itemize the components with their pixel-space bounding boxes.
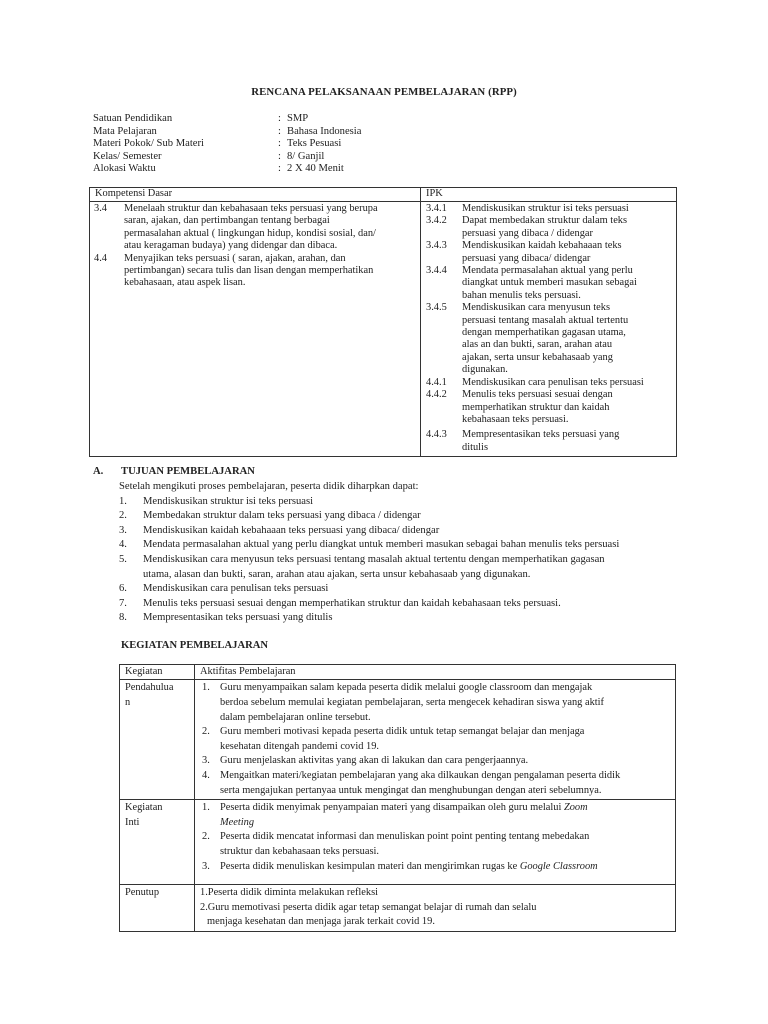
ipk-item: 3.4.5 Mendiskusikan cara menyusun teks persuasi tentang masalah aktual tertentu dengan memperhatikan gagasan utama, alas an dan bukti, saran, arahan atau ajakan, serta unsur kebahasaab yang digunakan. — [426, 302, 629, 376]
aktifitas-cell — [195, 885, 676, 932]
kd-ipk-table — [89, 187, 677, 457]
ipk-item: 3.4.4 Mendata permasalahan aktual yang perlu diangkat untuk memberi masukan sebagai bahan menulis teks persuasi. — [426, 265, 637, 301]
kegiatan-table — [119, 664, 676, 932]
activity-line: menjaga kesehatan dan menjaga jarak terkait covid 19. — [207, 916, 435, 928]
list-item: 3. Mendiskusikan kaidah kebahaaan teks persuasi yang dibaca/ didengar — [119, 524, 440, 536]
identity-value: Teks Pesuasi — [287, 138, 342, 149]
section-kegiatan-heading: KEGIATAN PEMBELAJARAN — [121, 640, 269, 651]
activity-item: 3. Peserta didik menuliskan kesimpulan materi dan mengirimkan rugas ke Google Classroom — [202, 860, 598, 872]
kegiatan-name: Pendahulua n — [120, 680, 195, 800]
identity-label: Mata Pelajaran — [93, 125, 157, 137]
section-tujuan — [93, 466, 693, 624]
ipk-item: 3.4.1 Mendiskusikan struktur isi teks persuasi — [426, 203, 629, 214]
aktifitas-cell — [195, 800, 676, 885]
activity-item: 2. Guru memberi motivasi kepada peserta didik untuk tetap semangat belajar dan menjaga kesehatan ditengah pandemi covid 19. — [202, 726, 585, 752]
identity-label: Alokasi Waktu — [93, 163, 156, 174]
ipk-item: 3.4.2 Dapat membedakan struktur dalam teks persuasi yang dibaca / didengar — [426, 215, 628, 239]
rpp-page: RENCANA PELAKSANAAN PEMBELAJARAN (RPP) Satuan Pendidikan : SMP Mata Pelajaran : Bahasa Indonesia Materi Pokok/ Sub Materi : Teks Pesuasi Kelas/ Semester : 8/ Ganjil Alokasi Waktu : 2 X 40 Menit Kompetensi Dasar IPK 3.4 Menelaah struktur dan kebahasaan teks persuasi yang berupa saran, ajakan, dan pertimbangan tentang berbagai permasalahan aktual ( lingkungan hidup, kondisi sosial, dan/ atau keragaman budaya) yang didengar dan dibaca. 4.4 Menyajikan teks persuasi ( saran, ajakan, arahan, dan pertimbangan) secara tulis dan lisan dengan memperhatikan kebahasaan, atau aspek lisan. 3.4.1 Mendiskusikan struktur isi teks persuasi 3.4.2 Dapat membedakan struktur dalam teks persuasi yang dibaca / didengar 3.4.3 Mendiskusikan kaidah kebahaaan teks persuasi yang dibaca/ didengar 3.4.4 Mendata permasalahan aktual yang perlu diangkat untuk memberi masukan sebagai bahan menulis teks persuasi. 3.4.5 Mendiskusikan cara menyusun teks persuasi tentang masalah aktual tertentu dengan memperhatikan gagasan utama, alas an dan bukti, saran, arahan atau ajakan, serta unsur kebahasaab yang digunakan. 4.4.1 Mendiskusikan cara penulisan teks persuasi 4.4.2 Menulis teks persuasi sesuai dengan memperhatikan struktur dan kaidah kebahasaan teks persuasi. 4.4.3 Mempresentasikan teks persuasi yang ditulis A. TUJUAN PEMBELAJARAN Setelah mengikuti proses pembelajaran, peserta didik diharpkan dapat: 1. Mendiskusikan struktur isi teks persuasi 2. Membedakan struktur dalam teks persuasi yang dibaca / didengar 3. Mendiskusikan kaidah kebahaaan teks persuasi yang dibaca/ didengar 4. Mendata permasalahan aktual yang perlu diangkat untuk memberi masukan sebagai bahan menulis teks persuasi 5. Mendiskusikan cara menyusun teks persuasi tentang masalah aktual tertentu dengan memperhatikan gagasan utama, alasan dan bukti, saran, arahan atau ajakan, serta unsur kebahasaab yang digunakan. 6. Mendiskusikan cara penulisan teks persuasi 7. Menulis teks persuasi sesuai dengan memperhatikan struktur dan kaidah kebahasaan teks persuasi. 8. Mempresentasikan teks persuasi yang ditulis KEGIATAN PEMBELAJARAN Kegiatan Aktifitas Pembelajaran Pendahulua n 1. Guru menyampaikan salam kepada peserta didik melalui google classroom dan mengajak berdoa sebelum memulai kegiatan pembelajaran, serta mengecek kehadiran siswa yang aktif dalam pembelajaran online tersebut. 2. Guru memberi motivasi kepada peserta didik untuk tetap semangat belajar dan menjaga kesehatan ditengah pandemi covid 19. 3. Guru menjelaskan aktivitas yang akan di lakukan dan cara pengerjaannya. 4. Mengaitkan materi/kegiatan pembelajaran yang aka dilkaukan dengan pengalaman peserta didik serta mengajukan pertanyaa untuk mengingat dan menghubungan dengan ateri sebelumnya. Kegiatan Inti 1. Peserta didik menyimak penyampaian materi yang disampaikan oleh guru melalui Zoom Meeting 2. Peserta didik mencatat informasi dan menuliskan point point penting tentang mebedakan struktur dan kebahasaan teks persuasi. 3. Peserta didik menuliskan kesimpulan materi dan mengirimkan rugas ke Google Classroom Penutup 1.Peserta didik diminta melakukan refleksi 2.Guru memotivasi peserta didik agar tetap semangat belajar di rumah dan selalu menjaga kesehatan dan menjaga jarak terkait covid 19. — [0, 0, 768, 1024]
identity-value: Bahasa Indonesia — [287, 125, 362, 137]
list-item: 6. Mendiskusikan cara penulisan teks persuasi — [119, 583, 329, 595]
kegiatan-name: Penutup — [120, 885, 195, 932]
kd-item: 3.4 Menelaah struktur dan kebahasaan teks persuasi yang berupa saran, ajakan, dan pertimbangan tentang berbagai permasalahan aktual ( lingkungan hidup, kondisi sosial, dan/ atau keragaman budaya) yang didengar dan dibaca. — [94, 203, 378, 252]
ipk-header: IPK — [421, 188, 677, 202]
ipk-item: 3.4.3 Mendiskusikan kaidah kebahaaan teks persuasi yang dibaca/ didengar — [426, 240, 622, 264]
identity-label: Kelas/ Semester — [93, 150, 162, 162]
kd-header: Kompetensi Dasar — [90, 188, 421, 202]
list-item: 8. Mempresentasikan teks persuasi yang ditulis — [119, 612, 333, 624]
kd-cell — [90, 202, 421, 457]
ipk-cell — [421, 202, 677, 457]
identity-value: 8/ Ganjil — [287, 150, 325, 162]
identity-label: Materi Pokok/ Sub Materi — [93, 138, 204, 149]
section-heading: A. TUJUAN PEMBELAJARAN — [93, 466, 255, 477]
kegiatan-name: Kegiatan Inti — [120, 800, 195, 885]
document-title: RENCANA PELAKSANAAN PEMBELAJARAN (RPP) — [251, 86, 517, 98]
ipk-item: 4.4.2 Menulis teks persuasi sesuai dengan memperhatikan struktur dan kaidah kebahasaan teks persuasi. — [426, 389, 613, 425]
ipk-item: 4.4.3 Mempresentasikan teks persuasi yang ditulis — [426, 429, 620, 453]
identity-value: SMP — [287, 113, 309, 124]
ipk-item: 4.4.1 Mendiskusikan cara penulisan teks persuasi — [426, 376, 644, 388]
list-item: 2. Membedakan struktur dalam teks persuasi yang dibaca / didengar — [119, 510, 421, 522]
activity-line: 2.Guru memotivasi peserta didik agar tetap semangat belajar di rumah dan selalu — [200, 901, 537, 913]
kegiatan-header: Kegiatan — [120, 665, 195, 680]
activity-item: 1. Guru menyampaikan salam kepada peserta didik melalui google classroom dan mengajak berdoa sebelum memulai kegiatan pembelajaran, serta mengecek kehadiran siswa yang aktif dalam pembelajaran online tersebut. — [202, 682, 605, 723]
kd-item: 4.4 Menyajikan teks persuasi ( saran, ajakan, arahan, dan pertimbangan) secara tulis dan lisan dengan memperhatikan kebahasaan, atau aspek lisan. — [94, 252, 374, 289]
list-item: 1. Mendiskusikan struktur isi teks persuasi — [119, 495, 314, 507]
list-item: 7. Menulis teks persuasi sesuai dengan memperhatikan struktur dan kaidah kebahasaan teks persuasi. — [119, 597, 561, 609]
activity-line: 1.Peserta didik diminta melakukan refleksi — [200, 887, 379, 899]
activity-item: 4. Mengaitkan materi/kegiatan pembelajaran yang aka dilkaukan dengan pengalaman peserta didik serta mengajukan pertanyaa untuk mengingat dan menghubungan dengan ateri sebelumnya. — [202, 769, 621, 796]
activity-item: 3. Guru menjelaskan aktivitas yang akan di lakukan dan cara pengerjaannya. — [202, 755, 529, 767]
aktifitas-cell — [195, 680, 676, 800]
activity-item: 1. Peserta didik menyimak penyampaian materi yang disampaikan oleh guru melalui Zoom Meeting — [202, 802, 588, 828]
aktifitas-header: Aktifitas Pembelajaran — [195, 665, 676, 680]
activity-item: 2. Peserta didik mencatat informasi dan menuliskan point point penting tentang mebedakan struktur dan kebahasaan teks persuasi. — [202, 831, 590, 857]
identity-label: Satuan Pendidikan — [93, 113, 173, 124]
list-item: 5. Mendiskusikan cara menyusun teks persuasi tentang masalah aktual tertentu dengan memperhatikan gagasan utama, alasan dan bukti, saran, arahan atau ajakan, serta unsur kebahasaab yang digunakan. — [119, 553, 605, 580]
list-item: 4. Mendata permasalahan aktual yang perlu diangkat untuk memberi masukan sebagai bahan menulis teks persuasi — [119, 539, 620, 551]
section-intro: Setelah mengikuti proses pembelajaran, peserta didik diharpkan dapat: — [119, 481, 419, 492]
identity-value: 2 X 40 Menit — [287, 163, 344, 174]
